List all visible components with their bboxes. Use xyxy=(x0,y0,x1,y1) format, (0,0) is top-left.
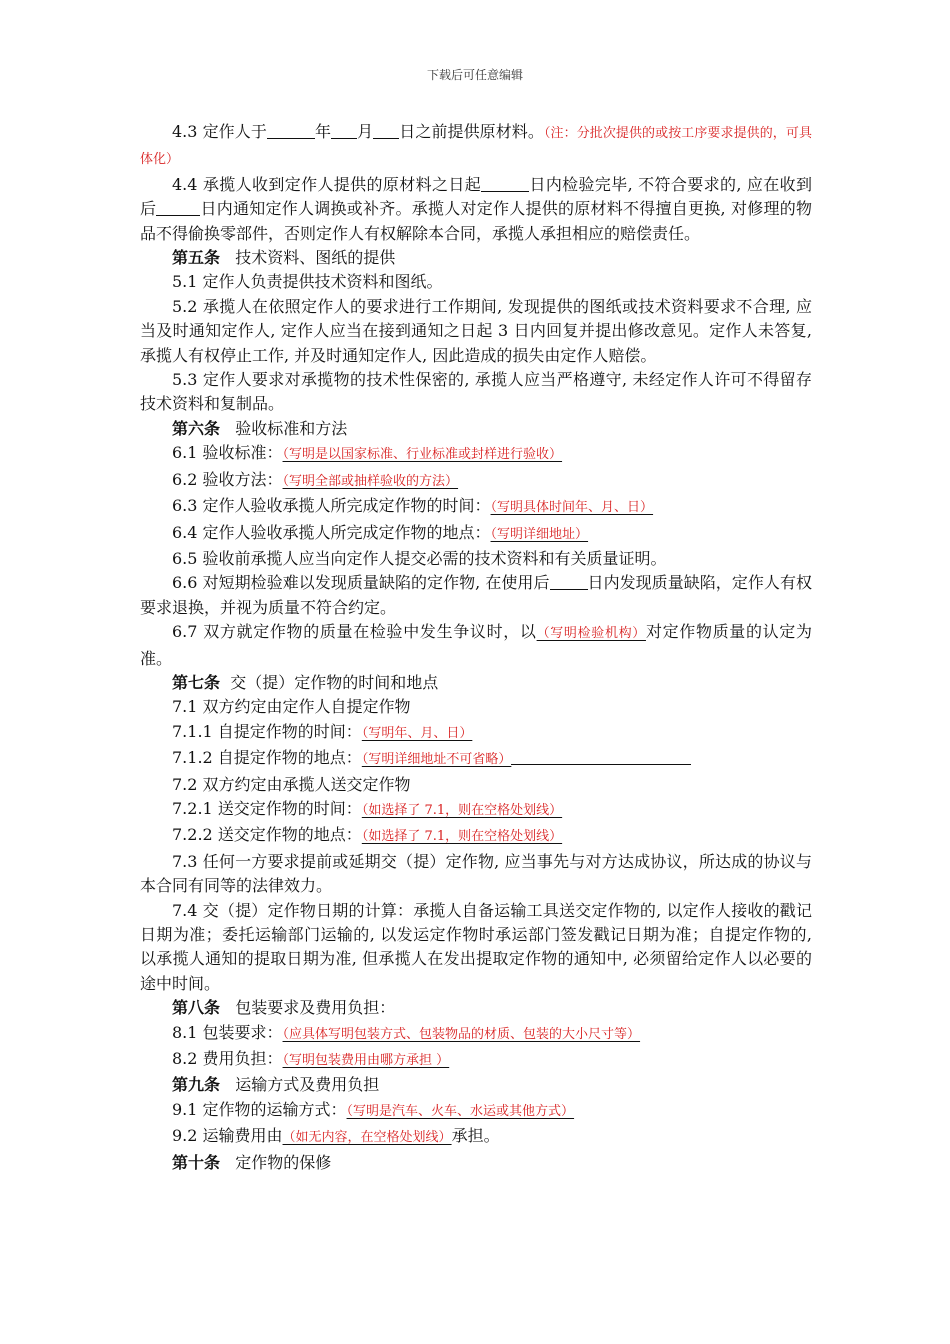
clause-text: 8.2 费用负担： xyxy=(172,1049,283,1069)
blank-days[interactable] xyxy=(550,573,588,590)
fill-in-note[interactable]: （如选择了 7.1，则在空格处划线） xyxy=(361,829,563,845)
article-title: 第七条 xyxy=(172,672,221,692)
page-header: 下载后可任意编辑 xyxy=(426,68,523,82)
contract-body xyxy=(140,120,812,1175)
clause-7-2-1 xyxy=(140,797,812,823)
clause-text: 日内通知定作人调换或补齐。承揽人对定作人提供的原材料不得擅自更换, 对修理的物品不得偷换零部件，否则定作人有权解除本合同，承揽人承担相应的赔偿责任。 xyxy=(140,199,812,243)
blank-day[interactable] xyxy=(373,122,399,139)
fill-in-note[interactable]: （写明是以国家标准、行业标准或封样进行验收） xyxy=(282,447,563,463)
fill-line xyxy=(511,748,691,765)
article-title: 第十条 xyxy=(172,1152,221,1172)
blank-days-notify[interactable] xyxy=(156,199,200,216)
clause-6-4 xyxy=(140,521,812,547)
clause-9-1 xyxy=(140,1098,812,1124)
clause-6-1 xyxy=(140,441,812,467)
fill-in-note[interactable]: （应具体写明包装方式、包装物品的材质、包装的大小尺寸等） xyxy=(282,1026,641,1042)
clause-text: 7.2.2 送交定作物的地点： xyxy=(172,825,362,845)
article-title: 第六条 xyxy=(172,418,221,438)
blank-days-inspect[interactable] xyxy=(481,175,529,192)
clause-text: 月 xyxy=(357,122,374,141)
fill-in-note[interactable]: （写明全部或抽样验收的方法） xyxy=(282,473,459,489)
clause-6-6 xyxy=(140,571,812,620)
clause-7-2-2 xyxy=(140,823,812,849)
article-title: 第八条 xyxy=(172,998,221,1018)
blank-year[interactable] xyxy=(267,122,315,139)
clause-7-3: 7.3 任何一方要求提前或延期交（提）定作物, 应当事先与对方达成协议，所达成的协议与本合同有同等的法律效力。 xyxy=(140,851,812,896)
fill-in-note[interactable]: （写明详细地址不可省略） xyxy=(361,752,512,768)
clause-7-1-1 xyxy=(140,720,812,746)
article-7-heading xyxy=(140,671,812,695)
clause-text: 8.1 包装要求： xyxy=(172,1022,283,1042)
article-title: 第五条 xyxy=(172,248,221,268)
clause-text: 7.1.1 自提定作物的时间： xyxy=(172,721,362,741)
fill-in-note[interactable]: （如选择了 7.1，则在空格处划线） xyxy=(361,802,563,818)
clause-text: 6.3 定作人验收承揽人所完成定作物的时间： xyxy=(172,496,491,516)
clause-6-3 xyxy=(140,494,812,520)
clause-8-2 xyxy=(140,1047,812,1073)
article-10-heading xyxy=(140,1151,812,1175)
clause-text: 日内检验完毕, 不符合要求的, 应在收到后 xyxy=(140,174,812,219)
article-title: 第九条 xyxy=(172,1075,221,1095)
article-text: 运输方式及费用负担 xyxy=(235,1075,380,1095)
clause-text: 7.2.1 送交定作物的时间： xyxy=(172,798,362,818)
fill-in-note[interactable]: （写明具体时间年、月、日） xyxy=(490,500,654,516)
article-text: 交（提）定作物的时间和地点 xyxy=(230,672,439,692)
fill-in-note[interactable]: （写明包装费用由哪方承担 ） xyxy=(282,1053,450,1069)
clause-6-5: 6.5 验收前承揽人应当向定作人提交必需的技术资料和有关质量证明。 xyxy=(172,548,667,568)
clause-8-1 xyxy=(140,1021,812,1047)
red-note: （注：分批次提供的或按工序要求提供的，可具体化） xyxy=(140,126,812,168)
clause-text: 6.4 定作人验收承揽人所完成定作物的地点： xyxy=(172,522,491,542)
article-text: 验收标准和方法 xyxy=(235,418,348,438)
clause-text: 年 xyxy=(314,122,332,141)
clause-text: 9.1 定作物的运输方式： xyxy=(172,1099,347,1119)
clause-text: 7.1.2 自提定作物的地点： xyxy=(172,748,362,768)
article-text: 技术资料、图纸的提供 xyxy=(235,248,396,268)
clause-7-1-2 xyxy=(140,746,812,772)
clause-text: 6.2 验收方法： xyxy=(172,469,283,489)
article-6-heading xyxy=(140,417,812,441)
fill-in-note[interactable]: （写明详细地址） xyxy=(490,526,589,542)
clause-9-2 xyxy=(140,1124,812,1150)
article-5-heading xyxy=(140,246,812,270)
clause-text: 9.2 运输费用由 xyxy=(172,1126,283,1146)
clause-7-1: 7.1 双方约定由定作人自提定作物 xyxy=(172,697,411,717)
clause-text: 4.4 承揽人收到定作人提供的原材料之日起 xyxy=(172,174,482,194)
article-text: 定作物的保修 xyxy=(235,1152,332,1172)
clause-text: 承担。 xyxy=(451,1126,500,1146)
clause-text: 日内发现质量缺陷，定作人有权要求退换，并视为质量不符合约定。 xyxy=(140,573,812,617)
clause-text: 6.7 双方就定作物的质量在检验中发生争议时，以 xyxy=(172,622,537,642)
clause-text: 对定作物质量的认定为准。 xyxy=(140,622,812,668)
clause-4-3 xyxy=(140,120,812,173)
clause-4-4 xyxy=(140,173,812,246)
clause-text: 6.6 对短期检验难以发现质量缺陷的定作物, 在使用后 xyxy=(172,573,550,593)
article-8-heading xyxy=(140,996,812,1020)
clause-5-1: 5.1 定作人负责提供技术资料和图纸。 xyxy=(172,272,443,292)
clause-text: 日之前提供原材料。 xyxy=(399,122,544,141)
clause-text: 6.1 验收标准： xyxy=(172,443,283,463)
clause-7-2: 7.2 双方约定由承揽人送交定作物 xyxy=(172,774,411,794)
clause-text: 4.3 定作人于 xyxy=(172,122,267,141)
fill-in-note[interactable]: （写明是汽车、火车、水运或其他方式） xyxy=(346,1103,575,1119)
clause-5-2: 5.2 承揽人在依照定作人的要求进行工作期间, 发现提供的图纸或技术资料要求不合理, 应当及时通知定作人, 定作人应当在接到通知之日起 3 日内回复并提出修改意见。定作人未答复, 承揽人有权停止工作, 并及时通知定作人, 因此造成的损失由定作人赔偿。 xyxy=(140,296,812,365)
article-9-heading xyxy=(140,1073,812,1097)
fill-in-note[interactable]: （写明检验机构） xyxy=(536,626,646,642)
clause-6-2 xyxy=(140,468,812,494)
fill-in-note[interactable]: （如无内容，在空格处划线） xyxy=(282,1130,452,1146)
article-text: 包装要求及费用负担： xyxy=(235,998,396,1018)
clause-7-4: 7.4 交（提）定作物日期的计算：承揽人自备运输工具送交定作物的, 以定作人接收的戳记日期为准；委托运输部门运输的, 以发运定作物时承运部门签发戳记日期为准；自提定作物的, 以承揽人通知的提取日期为准, 但承揽人在发出提取定作物的通知中, 必须留给定作人以必要的途中时间。 xyxy=(140,900,812,993)
clause-5-3: 5.3 定作人要求对承揽物的技术性保密的, 承揽人应当严格遵守, 未经定作人许可不得留存技术资料和复制品。 xyxy=(140,370,812,414)
clause-6-7 xyxy=(140,620,812,671)
fill-in-note[interactable]: （写明年、月、日） xyxy=(361,725,473,741)
blank-month[interactable] xyxy=(331,122,357,139)
